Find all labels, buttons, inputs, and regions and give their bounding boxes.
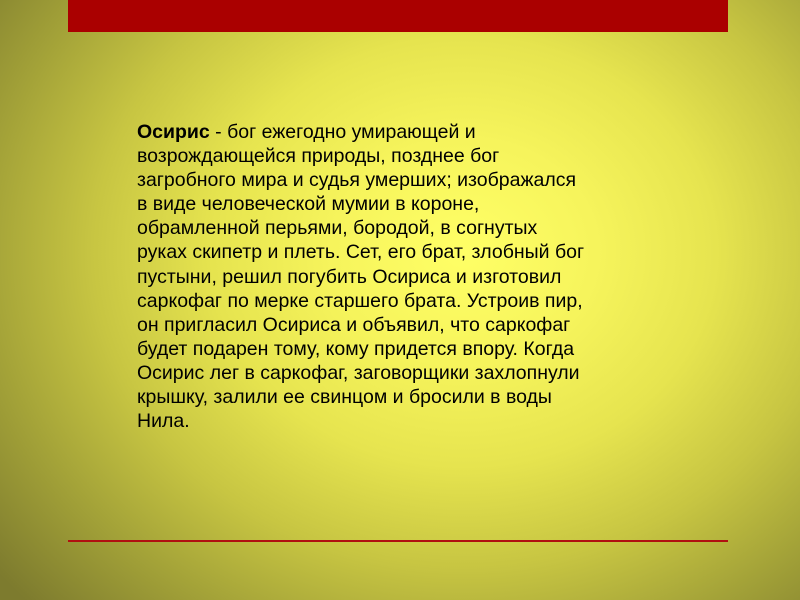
text-line: саркофаг по мерке старшего брата. Устроив пир, <box>137 289 583 312</box>
text-line: возрождающейся природы, позднее бог <box>137 145 500 168</box>
text-line: в виде человеческой мумии в короне, <box>137 193 480 216</box>
text-line: он пригласил Осириса и объявил, что саркофаг <box>137 313 571 336</box>
header-accent-bar <box>68 0 728 32</box>
osiris-paragraph <box>137 120 657 433</box>
text-line: загробного мира и судья умерших; изображался <box>137 169 577 192</box>
text-line: будет подарен тому, кому придется впору. Когда <box>137 337 575 360</box>
text-line: пустыни, решил погубить Осириса и изготовил <box>137 265 562 288</box>
text-line: Осирис лег в саркофаг, заговорщики захлопнули <box>137 361 580 384</box>
text-line: крышку, залили ее свинцом и бросили в воды <box>137 386 552 409</box>
footer-divider-line <box>68 540 728 542</box>
term-osiris: Осирис <box>137 121 210 143</box>
text-line: - бог ежегодно умирающей и <box>209 121 476 143</box>
text-line: Нила. <box>137 410 190 433</box>
text-line: руках скипетр и плеть. Сет, его брат, злобный бог <box>137 241 585 264</box>
text-line: обрамленной перьями, бородой, в согнутых <box>137 217 538 240</box>
